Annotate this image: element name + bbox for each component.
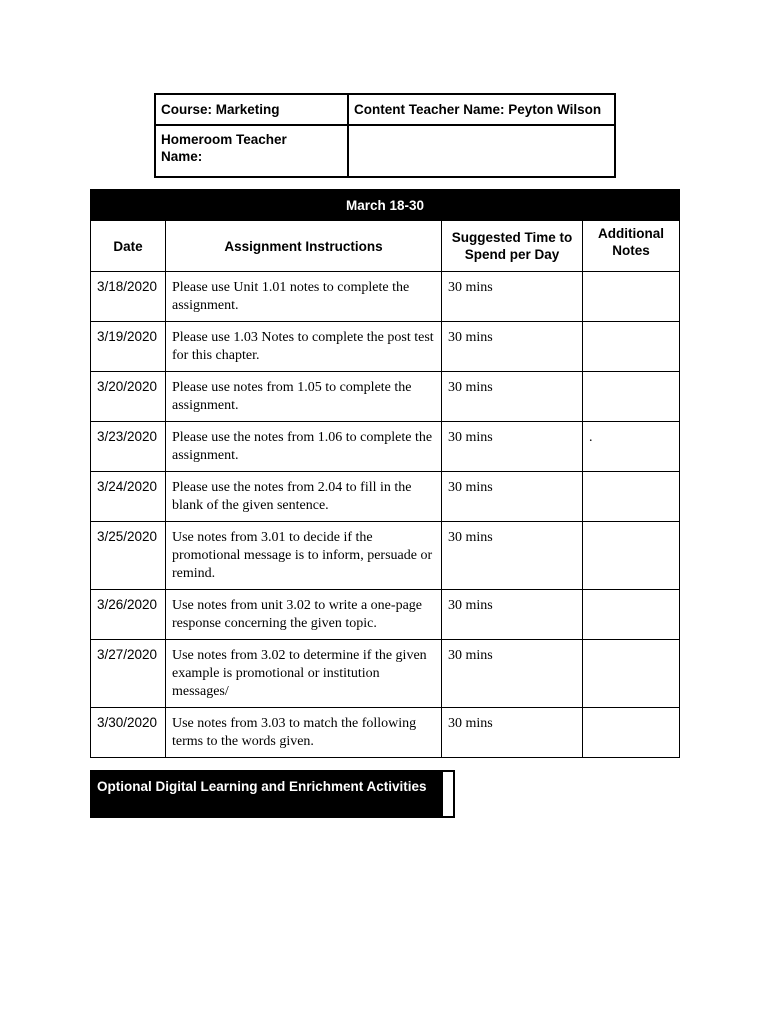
instructions-cell: Please use 1.03 Notes to complete the post test for this chapter. bbox=[166, 322, 442, 372]
homeroom-teacher-label: Homeroom Teacher Name: bbox=[155, 125, 348, 177]
instructions-cell: Use notes from 3.01 to decide if the promotional message is to inform, persuade or remind. bbox=[166, 522, 442, 590]
time-column-header: Suggested Time to Spend per Day bbox=[442, 221, 583, 272]
instructions-cell: Please use notes from 1.05 to complete the assignment. bbox=[166, 372, 442, 422]
table-row bbox=[91, 708, 680, 758]
notes-cell bbox=[583, 322, 680, 372]
time-cell: 30 mins bbox=[442, 322, 583, 372]
time-cell: 30 mins bbox=[442, 708, 583, 758]
notes-cell bbox=[583, 640, 680, 708]
date-cell: 3/30/2020 bbox=[91, 708, 166, 758]
course-info-table bbox=[154, 93, 616, 178]
instructions-column-header: Assignment Instructions bbox=[166, 221, 442, 272]
instructions-cell: Use notes from 3.02 to determine if the given example is promotional or institution messages/ bbox=[166, 640, 442, 708]
notes-cell bbox=[583, 708, 680, 758]
date-cell: 3/20/2020 bbox=[91, 372, 166, 422]
table-row bbox=[91, 522, 680, 590]
time-cell: 30 mins bbox=[442, 590, 583, 640]
schedule-rows bbox=[91, 272, 680, 758]
instructions-cell: Please use the notes from 1.06 to complete the assignment. bbox=[166, 422, 442, 472]
notes-cell bbox=[583, 472, 680, 522]
date-column-header: Date bbox=[91, 221, 166, 272]
table-row bbox=[91, 272, 680, 322]
date-cell: 3/25/2020 bbox=[91, 522, 166, 590]
instructions-cell: Please use the notes from 2.04 to fill in the blank of the given sentence. bbox=[166, 472, 442, 522]
time-cell: 30 mins bbox=[442, 272, 583, 322]
content-teacher-cell: Content Teacher Name: Peyton Wilson bbox=[348, 94, 615, 125]
notes-cell: . bbox=[583, 422, 680, 472]
time-cell: 30 mins bbox=[442, 640, 583, 708]
table-row bbox=[91, 322, 680, 372]
time-cell: 30 mins bbox=[442, 522, 583, 590]
notes-cell bbox=[583, 272, 680, 322]
date-cell: 3/18/2020 bbox=[91, 272, 166, 322]
time-cell: 30 mins bbox=[442, 472, 583, 522]
homeroom-teacher-value bbox=[348, 125, 615, 177]
table-row bbox=[91, 640, 680, 708]
instructions-cell: Use notes from unit 3.02 to write a one-page response concerning the given topic. bbox=[166, 590, 442, 640]
notes-cell bbox=[583, 372, 680, 422]
notes-column-header: Additional Notes bbox=[583, 221, 680, 272]
date-cell: 3/19/2020 bbox=[91, 322, 166, 372]
schedule-banner: March 18-30 bbox=[91, 190, 680, 221]
time-cell: 30 mins bbox=[442, 372, 583, 422]
course-cell: Course: Marketing bbox=[155, 94, 348, 125]
date-cell: 3/27/2020 bbox=[91, 640, 166, 708]
table-row bbox=[91, 372, 680, 422]
table-row bbox=[91, 472, 680, 522]
notes-cell bbox=[583, 522, 680, 590]
table-row bbox=[91, 422, 680, 472]
notes-cell bbox=[583, 590, 680, 640]
time-cell: 30 mins bbox=[442, 422, 583, 472]
optional-activities-label: Optional Digital Learning and Enrichment Activities bbox=[97, 779, 427, 794]
optional-activities-blank-cell bbox=[443, 772, 453, 816]
instructions-cell: Use notes from 3.03 to match the following terms to the words given. bbox=[166, 708, 442, 758]
instructions-cell: Please use Unit 1.01 notes to complete the assignment. bbox=[166, 272, 442, 322]
optional-activities-banner bbox=[90, 770, 455, 818]
assignment-schedule-table bbox=[90, 189, 680, 758]
date-cell: 3/26/2020 bbox=[91, 590, 166, 640]
date-cell: 3/24/2020 bbox=[91, 472, 166, 522]
table-row bbox=[91, 590, 680, 640]
date-cell: 3/23/2020 bbox=[91, 422, 166, 472]
